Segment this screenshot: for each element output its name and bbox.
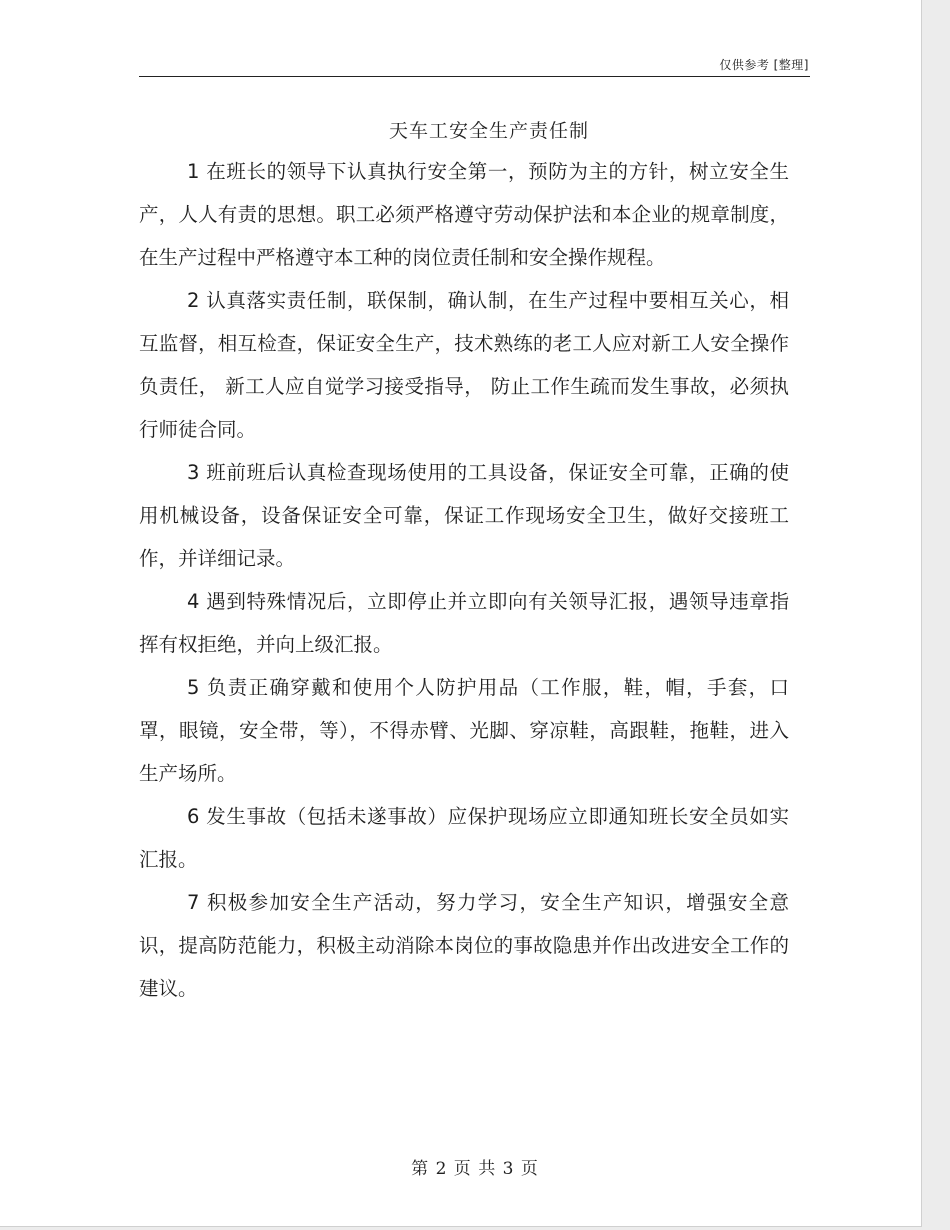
header-note: 仅供参考 [整理] — [719, 58, 809, 72]
page-number-footer: 第 2 页 共 3 页 — [411, 1159, 539, 1179]
paragraph: 5 负责正确穿戴和使用个人防护用品（工作服，鞋，帽，手套，口罩，眼镜，安全带，等），不得赤臂、光脚、穿凉鞋，高跟鞋，拖鞋，进入生产场所。 — [139, 676, 789, 785]
paragraph: 7 积极参加安全生产活动，努力学习，安全生产知识，增强安全意识，提高防范能力，积极主动消除本岗位的事故隐患并作出改进安全工作的建议。 — [139, 891, 789, 1000]
paragraph: 1 在班长的领导下认真执行安全第一，预防为主的方针，树立安全生产，人人有责的思想。职工必须严格遵守劳动保护法和本企业的规章制度，在生产过程中严格遵守本工种的岗位责任制和安全操作规程。 — [139, 160, 789, 269]
paragraph: 6 发生事故（包括未遂事故）应保护现场应立即通知班长安全员如实汇报。 — [139, 805, 789, 871]
document-title: 天车工安全生产责任制 — [388, 120, 589, 142]
paragraph: 2 认真落实责任制，联保制，确认制，在生产过程中要相互关心，相互监督，相互检查，保证安全生产，技术熟练的老工人应对新工人安全操作负责任， 新工人应自觉学习接受指导， 防止工作生疏而发生事故，必须执行师徒合同。 — [139, 289, 789, 441]
paragraph: 4 遇到特殊情况后，立即停止并立即向有关领导汇报，遇领导违章指挥有权拒绝，并向上级汇报。 — [139, 590, 789, 656]
document-body — [139, 150, 789, 1010]
paragraph: 3 班前班后认真检查现场使用的工具设备，保证安全可靠，正确的使用机械设备，设备保证安全可靠，保证工作现场安全卫生，做好交接班工作，并详细记录。 — [139, 461, 789, 570]
header-rule — [139, 76, 810, 77]
